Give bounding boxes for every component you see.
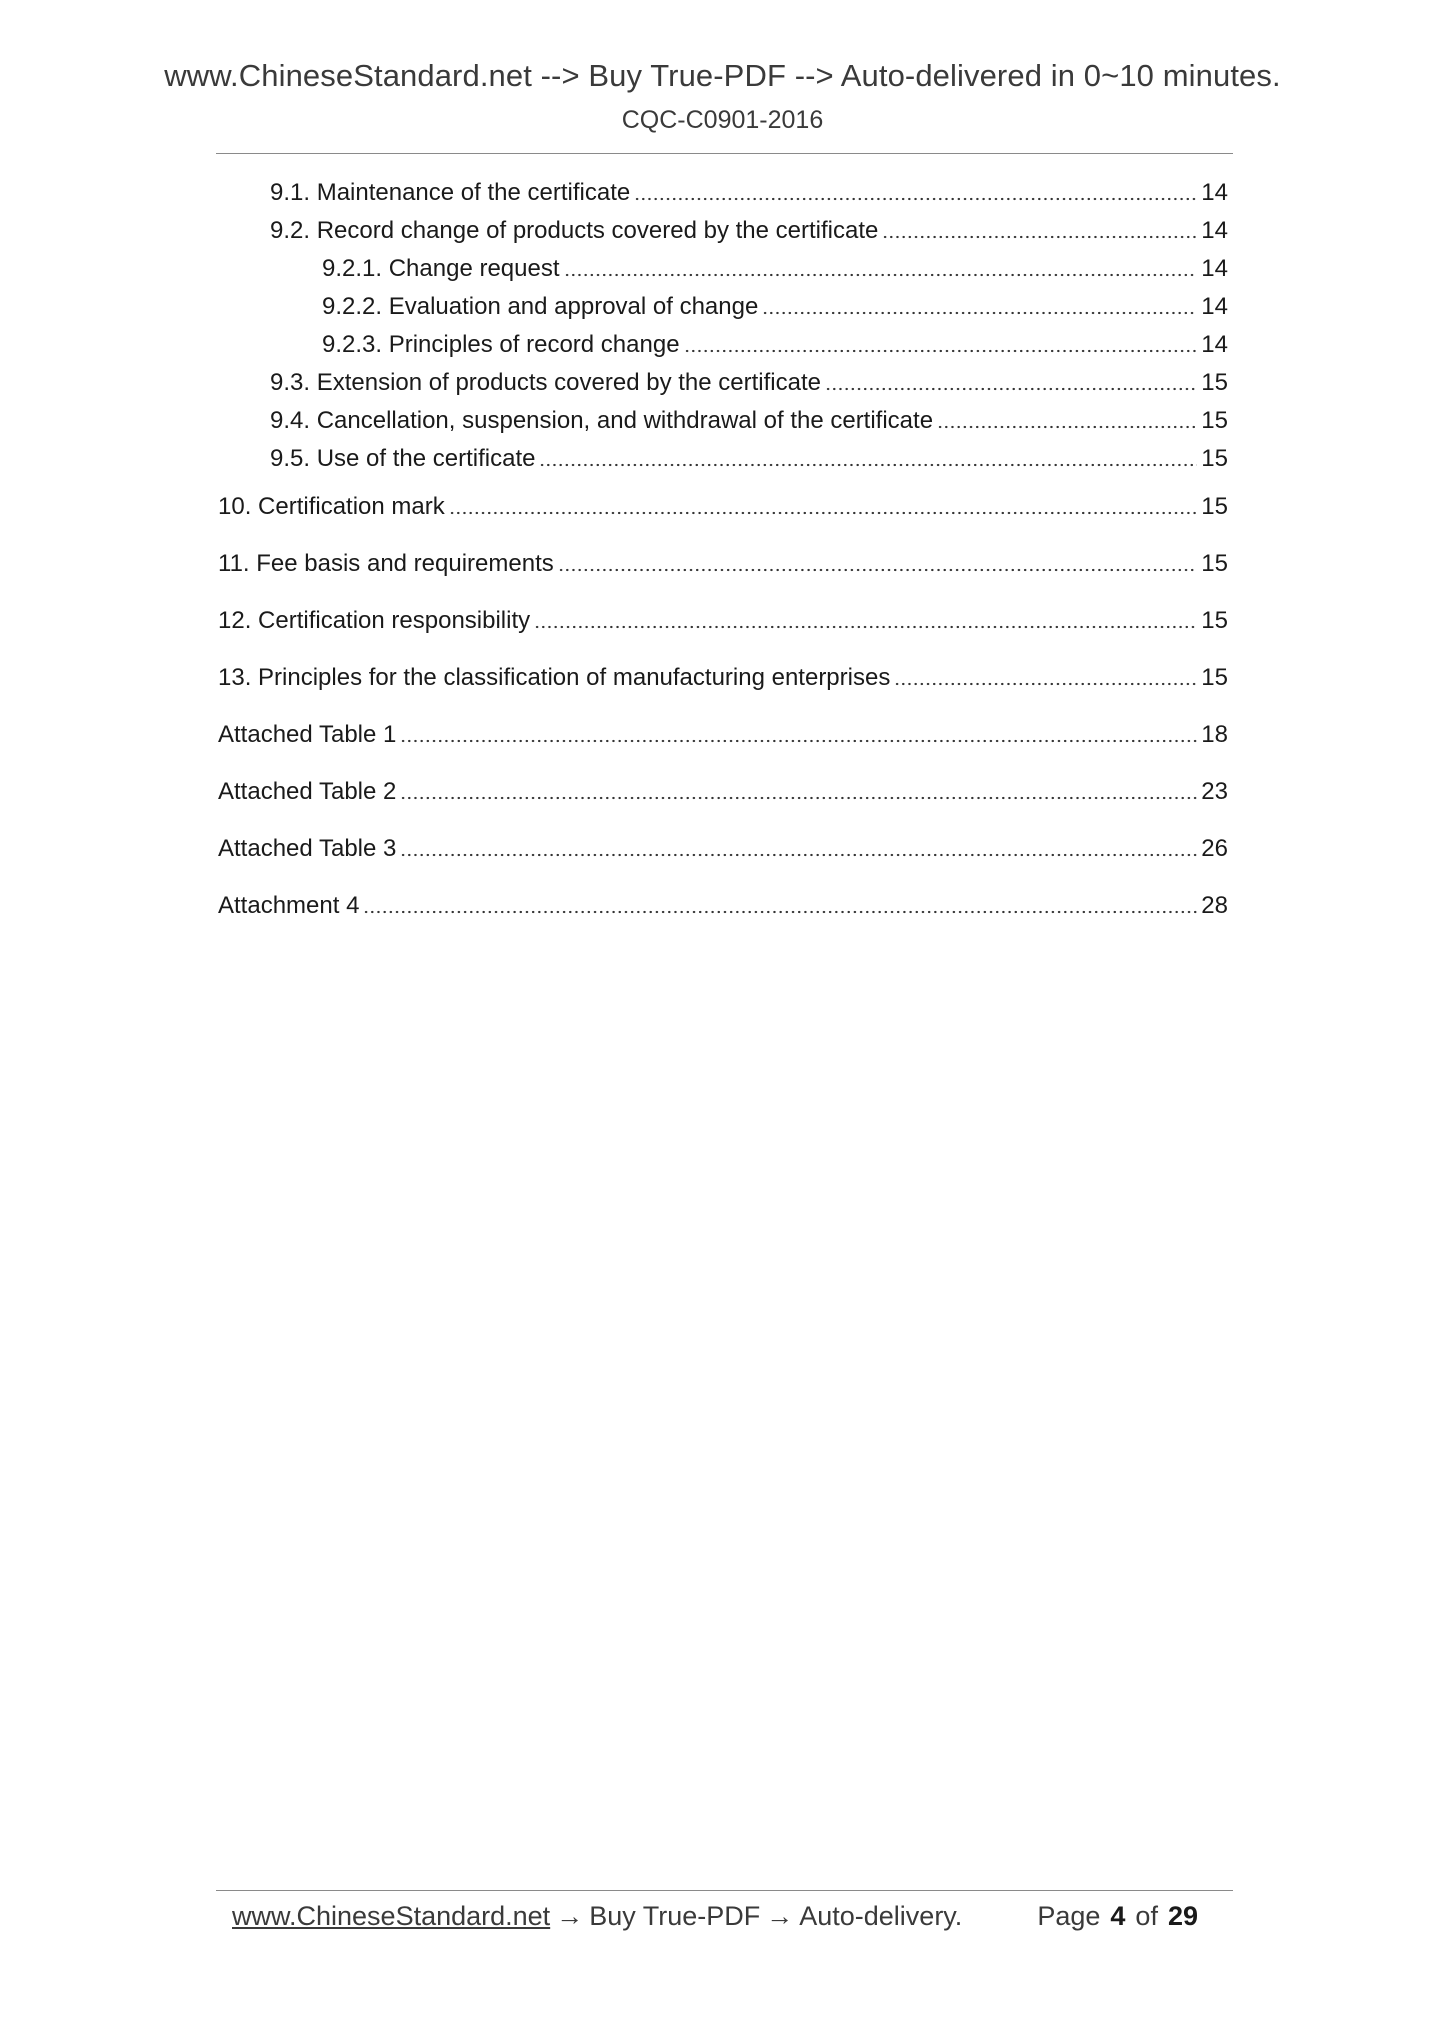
toc-leader-dots	[534, 624, 1197, 630]
toc-entry-label: Attached Table 1	[218, 721, 397, 748]
toc-entry-page: 23	[1201, 778, 1228, 805]
toc-entry-page: 15	[1201, 407, 1228, 434]
toc-entry[interactable]	[218, 545, 1228, 579]
toc-leader-dots	[449, 510, 1198, 516]
page-indicator	[1037, 1901, 1208, 1932]
toc-entry-page: 14	[1201, 179, 1228, 206]
toc-entry-label: 13. Principles for the classification of manufacturing enterprises	[218, 664, 891, 691]
page-total: 29	[1167, 1900, 1198, 1931]
toc-entry[interactable]	[218, 174, 1228, 208]
toc-entry-label: Attached Table 2	[218, 778, 397, 805]
toc-entry-label: 9.2.3. Principles of record change	[322, 331, 680, 358]
toc-leader-dots	[400, 852, 1197, 858]
toc-leader-dots	[564, 272, 1198, 278]
toc-entry-page: 15	[1201, 493, 1228, 520]
arrow-icon: →	[556, 1900, 584, 1931]
toc-entry[interactable]	[218, 364, 1228, 398]
toc-entry-page: 14	[1201, 331, 1228, 358]
toc-entry-page: 18	[1201, 721, 1228, 748]
toc-entry[interactable]	[218, 250, 1228, 284]
toc-entry[interactable]	[218, 212, 1228, 246]
toc-leader-dots	[558, 567, 1198, 573]
toc-entry[interactable]	[218, 716, 1228, 750]
toc-entry[interactable]	[218, 488, 1228, 522]
toc-leader-dots	[894, 681, 1197, 687]
toc-entry-page: 14	[1201, 293, 1228, 320]
toc-entry-page: 14	[1201, 255, 1228, 282]
page-current: 4	[1110, 1900, 1126, 1931]
toc-entry-page: 15	[1201, 445, 1228, 472]
toc-entry-page: 14	[1201, 217, 1228, 244]
footer-delivery-text: Auto-delivery.	[799, 1900, 963, 1931]
toc-leader-dots	[937, 424, 1197, 430]
header-divider	[216, 153, 1233, 154]
toc-entry-label: Attachment 4	[218, 892, 360, 919]
toc-entry[interactable]	[218, 659, 1228, 693]
toc-entry[interactable]	[218, 887, 1228, 921]
header-title: www.ChineseStandard.net --> Buy True-PDF --> Auto-delivered in 0~10 minutes.	[164, 58, 1281, 93]
toc-entry-page: 15	[1201, 607, 1228, 634]
toc-entry-page: 28	[1201, 892, 1228, 919]
toc-leader-dots	[825, 386, 1197, 392]
toc-entry-label: 9.2.2. Evaluation and approval of change	[322, 293, 759, 320]
page-label: Page	[1037, 1900, 1101, 1931]
toc-entry[interactable]	[218, 602, 1228, 636]
page-of: of	[1135, 1900, 1158, 1931]
toc-leader-dots	[539, 462, 1197, 468]
toc-entry-label: 9.5. Use of the certificate	[270, 445, 536, 472]
footer	[232, 1896, 1212, 1936]
toc-entry-label: 9.4. Cancellation, suspension, and withdrawal of the certificate	[270, 407, 934, 434]
toc-leader-dots	[762, 310, 1197, 316]
toc-entry-label: 9.1. Maintenance of the certificate	[270, 179, 631, 206]
toc-leader-dots	[634, 196, 1197, 202]
footer-divider	[216, 1890, 1233, 1891]
toc-entry-label: 9.2. Record change of products covered by the certificate	[270, 217, 879, 244]
toc-entry-label: 10. Certification mark	[218, 493, 445, 520]
toc-entry-label: 11. Fee basis and requirements	[218, 550, 554, 577]
toc-entry[interactable]	[218, 773, 1228, 807]
toc-leader-dots	[684, 348, 1198, 354]
toc-entry-page: 15	[1201, 664, 1228, 691]
footer-buy-text: Buy True-PDF	[589, 1900, 761, 1931]
arrow-icon: →	[766, 1900, 794, 1931]
toc-entry-label: Attached Table 3	[218, 835, 397, 862]
document-code: CQC-C0901-2016	[621, 106, 824, 134]
toc-leader-dots	[400, 795, 1197, 801]
toc-entry[interactable]	[218, 326, 1228, 360]
toc-entry-label: 9.2.1. Change request	[322, 255, 560, 282]
toc-leader-dots	[882, 234, 1197, 240]
toc-entry[interactable]	[218, 402, 1228, 436]
footer-website-link[interactable]: www.ChineseStandard.net	[232, 1900, 551, 1931]
toc-entry[interactable]	[218, 288, 1228, 322]
toc-entry-page: 15	[1201, 550, 1228, 577]
toc-entry[interactable]	[218, 830, 1228, 864]
toc-entry-label: 12. Certification responsibility	[218, 607, 531, 634]
toc-entry[interactable]	[218, 440, 1228, 474]
toc-entry-page: 26	[1201, 835, 1228, 862]
toc-leader-dots	[400, 738, 1197, 744]
toc-leader-dots	[363, 909, 1197, 915]
toc-entry-label: 9.3. Extension of products covered by the certificate	[270, 369, 821, 396]
toc-entry-page: 15	[1201, 369, 1228, 396]
